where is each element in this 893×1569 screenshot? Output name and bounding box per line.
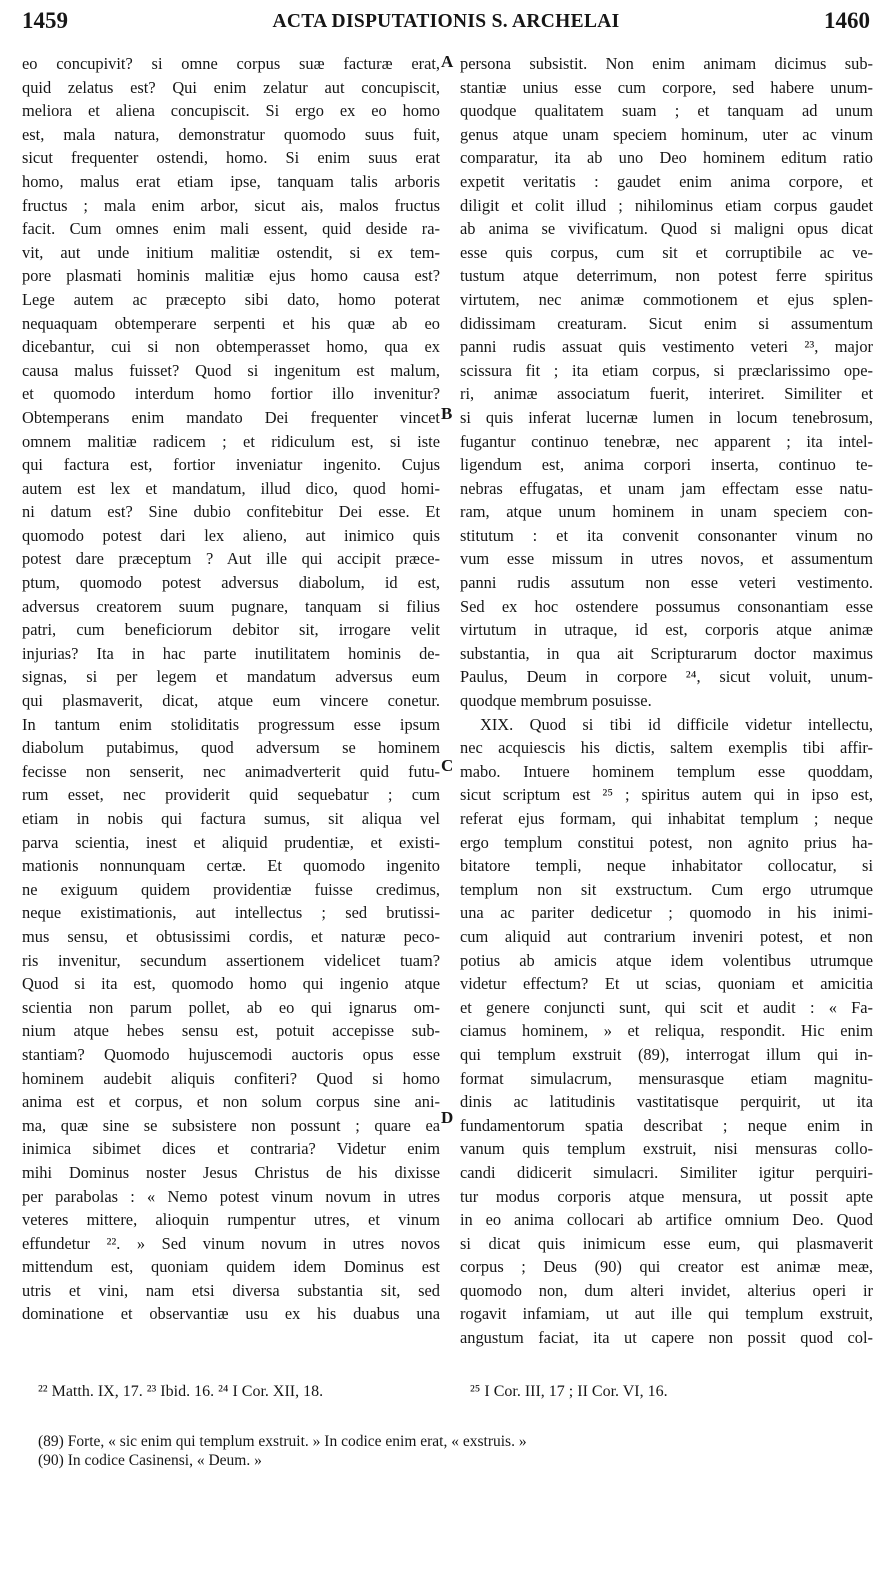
- right-column-line: ciamus hominem, » et reliqua, respondit. Hic enim: [460, 1021, 873, 1041]
- left-column-line: omnem malitiæ radicem ; et ridiculum est, si iste: [22, 431, 440, 451]
- right-column-line: bitatore templi, neque inhabitator collocatur, si: [460, 856, 873, 876]
- left-column-line: autem est lex et mandatum, illud dico, quod homi-: [22, 478, 440, 498]
- right-column-line: tustum atque deterrimum, non potest ferre spiritus: [460, 266, 873, 286]
- right-column-line: potius ab amicis atque idem volentibus utrumque: [460, 950, 873, 970]
- right-column-line: diligit et colit illud ; nihilominus etiam corpus gaudet: [460, 195, 873, 215]
- editorial-note: (90) In codice Casinensi, « Deum. »: [38, 1452, 262, 1469]
- left-column-line: ne exiguum quidem providentiæ fuisse credimus,: [22, 879, 440, 899]
- right-column-line: persona subsistit. Non enim animam dicimus sub-: [460, 54, 873, 73]
- left-column-line: et quomodo interdum homo fortior illo invenitur?: [22, 384, 440, 404]
- left-column-line: utris et vini, nam etsi diversa substantia sit, sed: [22, 1280, 440, 1300]
- right-column-line: esse quis corpus, cum sit et corruptibile ac ve-: [460, 242, 873, 262]
- left-column-line: anima est et corpus, et non solum corpus sine ani-: [22, 1092, 440, 1112]
- right-column-line: stitutum : et ita convenit consonanter vinum no: [460, 525, 873, 545]
- right-column-line: XIX. Quod si tibi id difficile videtur intellectu,: [480, 714, 873, 734]
- footnotes-right: ²⁵ I Cor. III, 17 ; II Cor. VI, 16.: [470, 1383, 668, 1400]
- left-column: [22, 52, 440, 1326]
- running-title: ACTA DISPUTATIONIS S. ARCHELAI: [272, 11, 620, 32]
- footnotes-left: ²² Matth. IX, 17. ²³ Ibid. 16. ²⁴ I Cor. XII, 18.: [38, 1383, 324, 1400]
- left-column-line: ma, quæ sine se subsistere non possunt ; quare ea: [22, 1115, 440, 1135]
- right-column-line: panni rudis assuat quis vestimento veteri ²³, major: [460, 337, 873, 357]
- right-column-line: panni rudis assutum non esse veteri vestimento.: [460, 573, 873, 593]
- left-column-line: dicebantur, cui si non obtemperasset homo, qua ex: [22, 337, 440, 357]
- left-column-line: quomodo potest dari lex alieno, aut inimico quis: [22, 525, 440, 545]
- right-column-line: una ac pariter dedicetur ; quomodo in his inimi-: [460, 903, 873, 923]
- right-column-line: Sed ex hoc ostendere possumus consonantiam esse: [460, 596, 873, 616]
- left-column-line: causa malus fuisset? Quod si ingenitum est malum,: [22, 360, 440, 380]
- left-column-line: per parabolas : « Nemo potest vinum novum in utres: [22, 1186, 440, 1206]
- left-column-line: stantiam? Quomodo hujuscemodi auctoris opus esse: [22, 1044, 440, 1064]
- right-column-line: tur modus corporis atque mensura, ut possit apte: [460, 1186, 873, 1206]
- right-column-line: virtutem, nec animæ commotionem et ejus splen-: [460, 289, 873, 309]
- right-column-line: quomodo non, dum alteri invidet, alterius operi ir: [460, 1280, 873, 1300]
- right-column-line: si dicat quis inimicum esse eum, qui plasmaverit: [460, 1233, 873, 1253]
- left-column-line: ptum, quomodo potest adversus diabolum, id est,: [22, 573, 440, 593]
- left-column-line: facit. Cum omnes enim mali essent, quid deside ra-: [22, 219, 440, 239]
- margin-letter-b: B: [441, 404, 453, 423]
- left-column-line: qui factura est, fortior inveniatur ingenito. Cujus: [22, 455, 440, 475]
- page-header: [22, 8, 870, 38]
- left-column-line: meliora et aliena concupiscit. Si ergo ex eo homo: [22, 101, 440, 121]
- right-column-line: cum aliquid aut contrarium inveniri potest, et non: [460, 926, 873, 946]
- right-column-line: vum esse missum in utres novos, et assumentum: [460, 549, 873, 569]
- left-column-line: est, mala natura, demonstratur quomodo suus fuit,: [22, 124, 440, 144]
- right-column-line: quodque membrum posuisse.: [460, 691, 652, 711]
- left-column-line: nequaquam obtemperare serpenti et his quæ ab eo: [22, 313, 440, 333]
- right-column-line: nebras effugatas, et unam jam effectam esse natu-: [460, 478, 873, 498]
- right-column-line: dinis ac latitudinis vastitatisque perquirit, ut ita: [460, 1092, 873, 1112]
- right-column-line: ligendum est, anima corpori inserta, continuo te-: [460, 455, 873, 475]
- margin-letter-d: D: [441, 1108, 454, 1127]
- editorial-note: (89) Forte, « sic enim qui templum exstruit. » In codice enim erat, « exstruis. »: [38, 1433, 527, 1450]
- left-column-line: ris invenitur, secundum assertionem videlicet tuam?: [22, 950, 440, 970]
- right-column-line: nec acquiescis his dictis, saltem exemplis tibi affir-: [460, 738, 873, 758]
- right-column-line: vanum quis templum exstruit, nisi mensuras collo-: [460, 1139, 873, 1159]
- left-column-line: parva scientia, inest et aliquid prudentiæ, et existi-: [22, 832, 440, 852]
- margin-letter-a: A: [441, 52, 454, 71]
- page-number-left: 1459: [22, 8, 68, 33]
- left-column-line: signas, si per legem et mandatum adversus eum: [22, 667, 440, 687]
- left-column-line: In tantum enim stoliditatis progressum esse ipsum: [22, 714, 440, 734]
- right-column-line: corpus ; Deus (90) qui creator est animæ meæ,: [460, 1257, 873, 1277]
- right-column-line: templum non sit exstructum. Cum ergo utrumque: [460, 879, 873, 899]
- right-column-line: ergo templum constitui potest, non agnito prius ha-: [460, 832, 873, 852]
- right-column-line: expetit veritatis : gaudet enim anima corpore, et: [460, 171, 873, 191]
- right-column-line: virtutum in utraque, id est, corporis atque animæ: [460, 620, 873, 640]
- left-column-line: Quod si ita est, quomodo homo qui ingenio atque: [22, 974, 440, 994]
- left-column-line: mihi Dominus noster Jesus Christus de his dixisse: [22, 1162, 440, 1182]
- left-column-line: diabolum putabimus, quod adversum se hominem: [22, 738, 440, 758]
- page-number-right: 1460: [824, 8, 870, 33]
- right-column-line: ram, atque unum hominem in unam speciem con-: [460, 502, 873, 522]
- right-column-line: ri, animæ associatum fuerit, interiret. Similiter et: [460, 384, 873, 404]
- left-column-line: effundetur ²². » Sed vinum novum in utres novos: [22, 1233, 440, 1253]
- right-column-line: qui templum exstruit (89), interrogat illum qui in-: [460, 1044, 873, 1064]
- right-column-line: si quis inferat lucernæ lumen in locum tenebrosum,: [460, 407, 873, 427]
- right-column-line: Paulus, Deum in corpore ²⁴, sicut voluit, unum-: [460, 667, 873, 687]
- left-column-line: Obtemperans enim mandato Dei frequenter vincet: [22, 407, 440, 427]
- right-column-line: format simulacrum, mensurasque etiam magnitu-: [460, 1068, 873, 1088]
- left-column-line: vit, aut unde initium malitiæ ostendit, si ex tem-: [22, 242, 440, 262]
- left-column-line: fecisse non senserit, nec animadverterit quid futu-: [22, 761, 440, 781]
- left-column-line: inimica sibimet dices et contraria? Videtur enim: [22, 1139, 440, 1159]
- right-column-line: comparatur, ita ab uno Deo hominem editum ratio: [460, 148, 873, 168]
- left-column-line: nium atque hebes sensu est, potuit accepisse sub-: [22, 1021, 440, 1041]
- left-column-line: qui plasmaverit, dicat, atque eum vincere conetur.: [22, 691, 440, 711]
- right-column-line: sicut scriptum est ²⁵ ; spiritus autem qui in ipso est,: [460, 785, 873, 805]
- right-column-line: fundamentorum spatia describat ; neque enim in: [460, 1115, 873, 1135]
- right-column: [460, 52, 873, 1350]
- left-column-line: sicut frequenter ostendi, homo. Si enim suus erat: [22, 148, 440, 168]
- left-column-line: mittendum est, quoniam quidem idem Dominus est: [22, 1257, 440, 1277]
- right-column-line: scissura fit ; ita etiam corpus, si præclarissimo ope-: [460, 360, 873, 380]
- left-column-line: veteres mittere, alioquin rumpentur utres, et vinum: [22, 1210, 440, 1230]
- right-column-line: videtur effectum? Et ut scias, quoniam et amicitia: [460, 974, 873, 994]
- left-column-line: adversus creatorem suum pugnare, tanquam si filius: [22, 596, 440, 616]
- left-column-line: rum esset, nec providerit quid sequebatur ; cum: [22, 785, 440, 805]
- right-column-line: mabo. Intuere hominem templum esse quoddam,: [460, 761, 873, 781]
- left-column-line: ni datum est? Sine dubio confitebitur Dei esse. Et: [22, 502, 440, 522]
- left-column-line: quid zelatus est? Qui enim zelatur aut concupiscit,: [22, 77, 440, 97]
- left-column-line: mus sensu, et obtusissimi cordis, et naturæ peco-: [22, 926, 440, 946]
- left-column-line: hominem audebit aliquis confiteri? Quod si homo: [22, 1068, 440, 1088]
- margin-letter-c: C: [441, 756, 454, 775]
- right-column-line: referat ejus formam, qui inhabitat templum ; neque: [460, 809, 873, 828]
- left-column-line: fructus ; mala enim arbor, sicut ais, malos fructus: [22, 195, 440, 215]
- right-column-line: in eo anima collocari ab artifice omnium Deo. Quod: [460, 1210, 873, 1230]
- left-column-line: neque existimationis, aut intellectus ; sed brutissi-: [22, 903, 440, 923]
- left-column-line: homo, malus erat etiam ipse, tanquam talis arboris: [22, 171, 440, 191]
- left-column-line: Lege autem ac præcepto sibi dato, homo poterat: [22, 289, 440, 309]
- left-column-line: potest dare præceptum ? Aut ille qui accipit præce-: [22, 549, 440, 569]
- right-column-line: quodque qualitatem suam ; et tanquam ad unum: [460, 101, 873, 121]
- left-column-line: injurias? Ita in hac parte inutilitatem hominis de-: [22, 643, 440, 663]
- right-column-line: didissimam creaturam. Sicut enim si assumentum: [460, 313, 873, 333]
- left-column-line: pore plasmati hominis malitiæ ejus homo causa est?: [22, 266, 440, 286]
- left-column-line: mationis nonnunquam certæ. Et quomodo ingenito: [22, 856, 440, 876]
- right-column-line: ab anima se vivificatum. Quod si maligni opus dicat: [460, 219, 873, 239]
- left-column-line: scientia non parum pollet, ab eo qui ignarus om-: [22, 997, 440, 1017]
- right-column-line: substantia, in qua ait Scripturarum doctor maximus: [460, 643, 873, 663]
- left-column-line: dominatione et observantiæ usu ex his duabus una: [22, 1304, 440, 1324]
- right-column-line: fugantur continuo tenebræ, nec apparent ; ita intel-: [460, 431, 873, 451]
- left-column-line: etiam in nobis qui factura sumus, sit aliqua vel: [22, 809, 440, 828]
- right-column-line: rogavit infamiam, ut aut ille qui templum exstruit,: [460, 1304, 873, 1324]
- right-column-line: angustum faciat, ita ut capere non possit quod col-: [460, 1328, 873, 1348]
- left-column-line: patri, cum beneficiorum debitor sit, irrogare velit: [22, 620, 440, 640]
- right-column-line: genus atque unam speciem hominum, uter ac vinum: [460, 124, 873, 144]
- right-column-line: et genere conjuncti sunt, qui scit et audit : « Fa-: [460, 997, 873, 1017]
- left-column-line: eo concupivit? si omne corpus suæ facturæ erat,: [22, 54, 440, 73]
- editorial-notes: [38, 1432, 527, 1470]
- right-column-line: candi didicerit simulacri. Similiter igitur perquiri-: [460, 1162, 873, 1182]
- right-column-line: stantiæ unius esse cum corpore, sed habere unum-: [460, 77, 873, 97]
